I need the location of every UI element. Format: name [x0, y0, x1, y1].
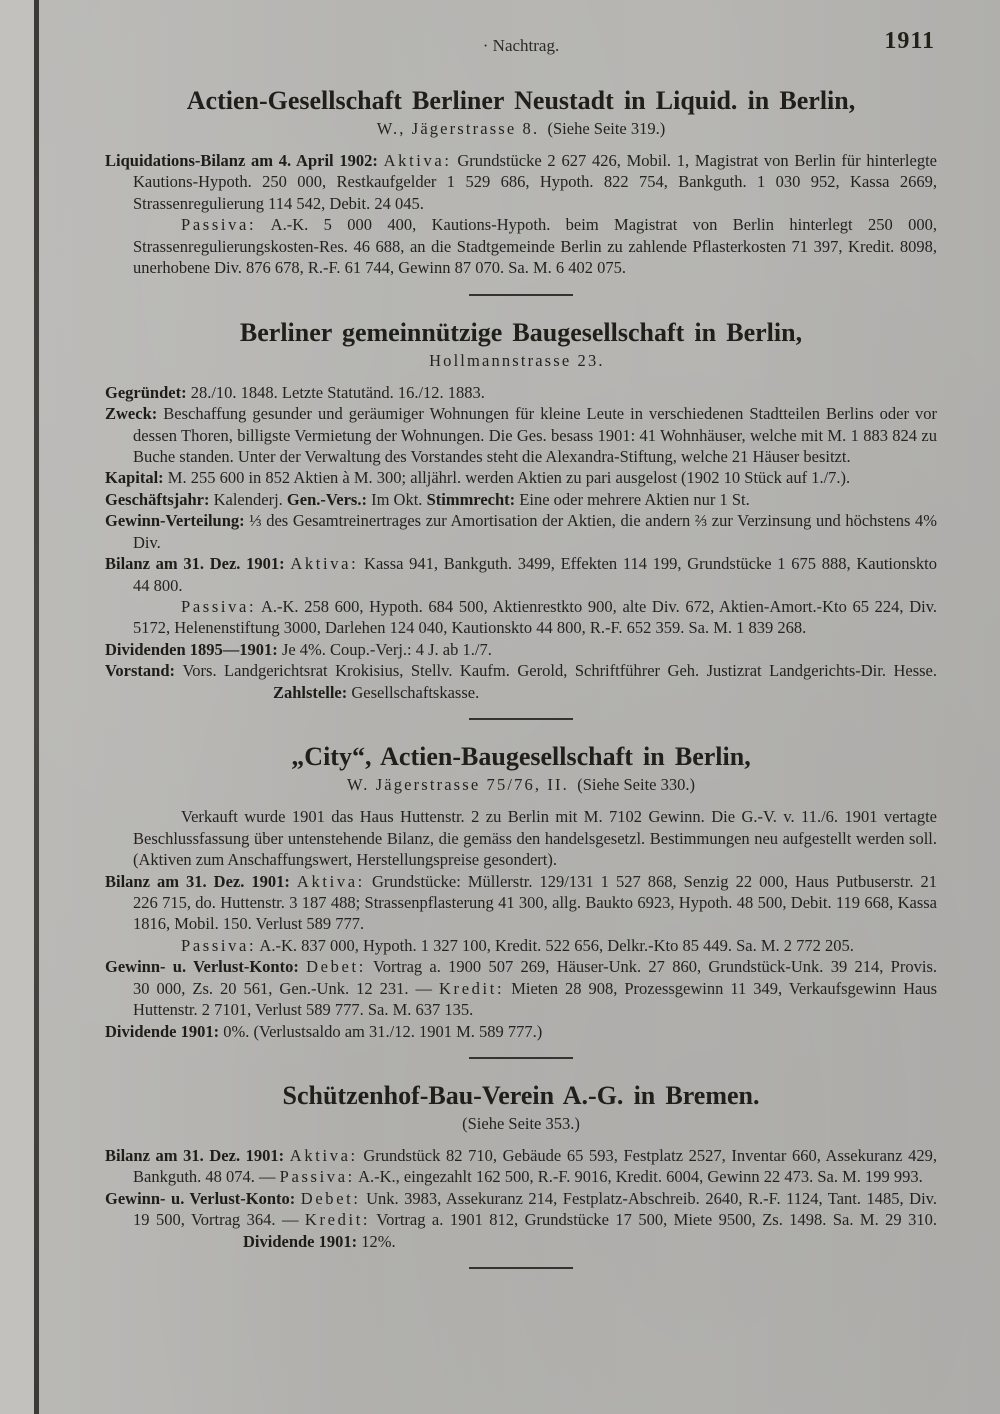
company-paragraphs	[105, 806, 937, 1042]
entry-label: Gen.-Vers.:	[286, 489, 372, 509]
section-divider	[469, 1057, 573, 1059]
entry-text: 12%.	[361, 1231, 396, 1251]
entry-text: A.-K. 5 000 400, Kautions-Hypoth. beim Magistrat von Berlin hinterlegt 250 000, Strassenregulierungskosten-Res. 46 688, an die Stadtgemeinde Berlin zu zahlende Pflasterkosten 71 397, Kredit. 8098, unerhobene Div. 876 678, R.-F. 61 744, Gewinn 87 070. Sa. M. 6 402 075.	[133, 215, 937, 278]
entry-keyword: Passiva:	[181, 935, 257, 955]
entry-paragraph	[105, 1188, 937, 1252]
company-address: W. Jägerstrasse 75/76, II.	[347, 775, 569, 795]
company-section	[105, 742, 937, 1059]
entry-label: Liquidations-Bilanz am 4. April 1902:	[105, 151, 384, 170]
entry-text: Grundstück 82 710, Gebäude 65 593, Festplatz 2527, Inventar 660, Assekuranz 429, Bankguth. 48 074. —	[133, 1146, 937, 1187]
entry-text: Eine oder mehrere Aktien nur 1 St.	[519, 489, 750, 509]
entry-paragraph	[105, 806, 937, 870]
entry-text: ⅓ des Gesamtreinertrages zur Amortisation der Aktien, die andern ⅔ zur Verzinsung und höchstens 4% Div.	[133, 511, 938, 552]
entry-paragraph	[105, 510, 937, 553]
entry-keyword: Debet:	[306, 957, 366, 977]
entry-text: Beschaffung gesunder und geräumiger Wohnungen für kleine Leute in verschiedenen Stadtteilen Berlins oder vor dessen Thoren, billigste Vermietung der Wohnungen. Die Ges. besass 1901: 41 Wohnhäuser, welche mit M. 1 883 824 zu Buche standen. Unter der Verwaltung des Vorstandes steht die Alexandra-Stiftung, welche 21 Häuser besitzt.	[133, 404, 937, 466]
entry-keyword: Passiva:	[279, 1167, 355, 1187]
entry-paragraph	[105, 956, 937, 1020]
entry-text: Grundstücke: Müllerstr. 129/131 1 527 868, Senzig 22 000, Haus Putbuserstr. 21 226 715, do. Huttenstr. 3 187 488; Strassenpflasterung 41 300, allg. Baukto 6923, Hypoth. 48 500, Debit. 119 668, Kassa 1816, Mobil. 150. Verlust 589 777.	[133, 871, 937, 934]
entry-text: Vortrag a. 1901 812, Grundstücke 17 500, Miete 9500, Zs. 1498. Sa. M. 29 310.	[370, 1210, 938, 1230]
company-title: „City“, Actien-Baugesellschaft in Berlin,	[291, 742, 751, 772]
entry-label: Stimmrecht:	[426, 489, 520, 509]
entry-text: Je 4%. Coup.-Verj.: 4 J. ab 1./7.	[281, 639, 492, 659]
entry-paragraph	[105, 871, 937, 935]
entry-paragraph	[105, 639, 937, 660]
entry-text: M. 255 600 in 852 Aktien à M. 300; alljährl. werden Aktien zu pari ausgelost (1902 10 Stück auf 1./7.).	[167, 468, 851, 488]
entry-keyword: Passiva:	[181, 215, 257, 235]
entry-label: Bilanz am 31. Dez. 1901:	[105, 1146, 290, 1165]
section-divider	[469, 718, 573, 720]
entry-label: Gewinn- u. Verlust-Konto:	[105, 957, 307, 977]
entry-label: Geschäftsjahr:	[105, 489, 214, 509]
section-divider	[469, 294, 573, 296]
entry-text: Gesellschaftskasse.	[351, 682, 480, 702]
section-divider	[469, 1267, 573, 1269]
entry-label: Vorstand:	[105, 661, 183, 681]
entry-text: Kalenderj.	[213, 489, 287, 509]
company-subtitle	[105, 1114, 937, 1134]
entry-label: Kapital:	[105, 468, 168, 488]
entry-keyword: Passiva:	[181, 597, 257, 616]
page-content	[105, 30, 937, 1282]
entry-text: Unk. 3983, Assekuranz 214, Festplatz-Abschreib. 2640, R.-F. 1124, Tant. 1485, Div. 19 500, Vortrag 364. —	[133, 1188, 937, 1230]
entry-keyword: Aktiva:	[383, 151, 452, 170]
company-paragraphs	[105, 150, 937, 279]
entry-text: Verkauft wurde 1901 das Haus Huttenstr. 2 zu Berlin mit M. 7102 Gewinn. Die G.-V. v. 11./6. 1901 vertagte Beschlussfassung über untenstehende Bilanz, die gemäss den handelsgesetzl. Bestimmungen neu aufgestellt werden soll. (Aktiven zum Anschaffungswert, Herstellungspreise gesondert).	[133, 807, 937, 870]
entry-keyword: Debet:	[300, 1188, 361, 1208]
company-subtitle	[105, 119, 937, 139]
company-page-ref: (Siehe Seite 330.)	[577, 775, 695, 795]
running-head	[105, 30, 937, 64]
company-title: Schützenhof-Bau-Verein A.-G. in Bremen.	[282, 1081, 760, 1110]
entry-keyword: Kredit:	[304, 1210, 371, 1230]
entry-text: A.-K. 258 600, Hypoth. 684 500, Aktienrestkto 900, alte Div. 672, Aktien-Amort.-Kto 65 224, Div. 5172, Helenenstiftung 3000, Darlehen 124 040, Kautionskto 44 800, R.-F. 652 359. Sa. M. 1 839 268.	[133, 597, 937, 638]
entry-paragraph	[105, 1021, 937, 1042]
entry-keyword: Aktiva:	[289, 1146, 358, 1165]
entry-text: 0%. (Verlustsaldo am 31./12. 1901 M. 589 777.)	[223, 1021, 543, 1041]
company-section	[105, 86, 937, 296]
entry-text: Vors. Landgerichtsrat Krokisius, Stellv. Kaufm. Gerold, Schriftführer Geh. Justizrat Landgerichts-Dir. Hesse.	[182, 661, 937, 681]
entry-label: Bilanz am 31. Dez. 1901:	[105, 871, 297, 891]
entry-paragraph	[105, 467, 937, 488]
entry-label: Dividenden 1895—1901:	[105, 639, 282, 659]
company-section	[105, 318, 937, 721]
entry-paragraph	[105, 150, 937, 214]
company-paragraphs	[105, 382, 937, 704]
entry-paragraph	[105, 214, 937, 278]
sections	[105, 86, 937, 1269]
entry-paragraph	[105, 553, 937, 596]
entry-paragraph	[105, 660, 937, 703]
entry-text: A.-K. 837 000, Hypoth. 1 327 100, Kredit. 522 656, Delkr.-Kto 85 449. Sa. M. 2 772 205.	[256, 935, 854, 955]
entry-text: Kassa 941, Bankguth. 3499, Effekten 114 199, Grundstücke 1 675 888, Kautionskto 44 800.	[133, 554, 937, 595]
company-title: Actien-Gesellschaft Berliner Neustadt in Liquid. in Berlin,	[186, 86, 856, 115]
company-page-ref: (Siehe Seite 353.)	[462, 1114, 580, 1133]
company-subtitle	[105, 351, 937, 371]
company-page-ref: (Siehe Seite 319.)	[547, 119, 666, 138]
company-address: W., Jägerstrasse 8.	[376, 119, 540, 138]
entry-label: Dividende 1901:	[105, 1021, 224, 1041]
entry-text: Im Okt.	[371, 489, 427, 509]
entry-keyword: Aktiva:	[290, 554, 359, 574]
entry-label: Gewinn- u. Verlust-Konto:	[105, 1188, 301, 1208]
entry-label: Zahlstelle:	[273, 682, 352, 702]
entry-text: 28./10. 1848. Letzte Statutänd. 16./12. 1883.	[190, 382, 485, 402]
entry-paragraph	[105, 596, 937, 639]
entry-text: Mieten 28 908, Prozessgewinn 11 349, Verkaufsgewinn Haus Huttenstr. 2 7101, Verlust 589 777. Sa. M. 637 135.	[133, 978, 937, 1020]
entry-label: Dividende 1901:	[243, 1231, 362, 1251]
entry-text: Vortrag a. 1900 507 269, Häuser-Unk. 27 860, Grundstück-Unk. 39 214, Provis. 30 000, Zs. 20 561, Gen.-Unk. 12 231. —	[133, 957, 937, 998]
company-subtitle	[105, 775, 937, 795]
entry-text: A.-K., eingezahlt 162 500, R.-F. 9016, Kredit. 6004, Gewinn 22 473. Sa. M. 199 993.	[354, 1167, 923, 1187]
entry-paragraph	[105, 935, 937, 956]
entry-text: Grundstücke 2 627 426, Mobil. 1, Magistrat von Berlin für hinterlegte Kautions-Hypoth. 250 000, Restkaufgelder 1 529 686, Hypoth. 822 754, Bankguth. 1 030 952, Kassa 2669, Strassenregulierung 114 542, Debit. 24 045.	[133, 151, 937, 213]
entry-paragraph	[105, 1145, 937, 1188]
entry-label: Gewinn-Verteilung:	[105, 511, 250, 531]
running-title: · Nachtrag.	[482, 36, 560, 55]
page-number: 1911	[884, 28, 935, 54]
page-gutter-highlight	[0, 0, 34, 1414]
company-address: Hollmannstrasse 23.	[429, 350, 605, 370]
company-paragraphs	[105, 1145, 937, 1252]
entry-label: Gegründet:	[105, 382, 191, 402]
entry-label: Bilanz am 31. Dez. 1901:	[105, 554, 291, 574]
entry-paragraph	[105, 403, 937, 467]
entry-paragraph	[105, 382, 937, 403]
entry-paragraph	[105, 489, 937, 510]
entry-keyword: Kredit:	[439, 978, 505, 998]
company-title: Berliner gemeinnützige Baugesellschaft in Berlin,	[239, 317, 803, 347]
binding-gutter-line	[34, 0, 39, 1414]
entry-keyword: Aktiva:	[296, 871, 365, 891]
company-section	[105, 1081, 937, 1269]
entry-label: Zweck:	[105, 404, 164, 424]
